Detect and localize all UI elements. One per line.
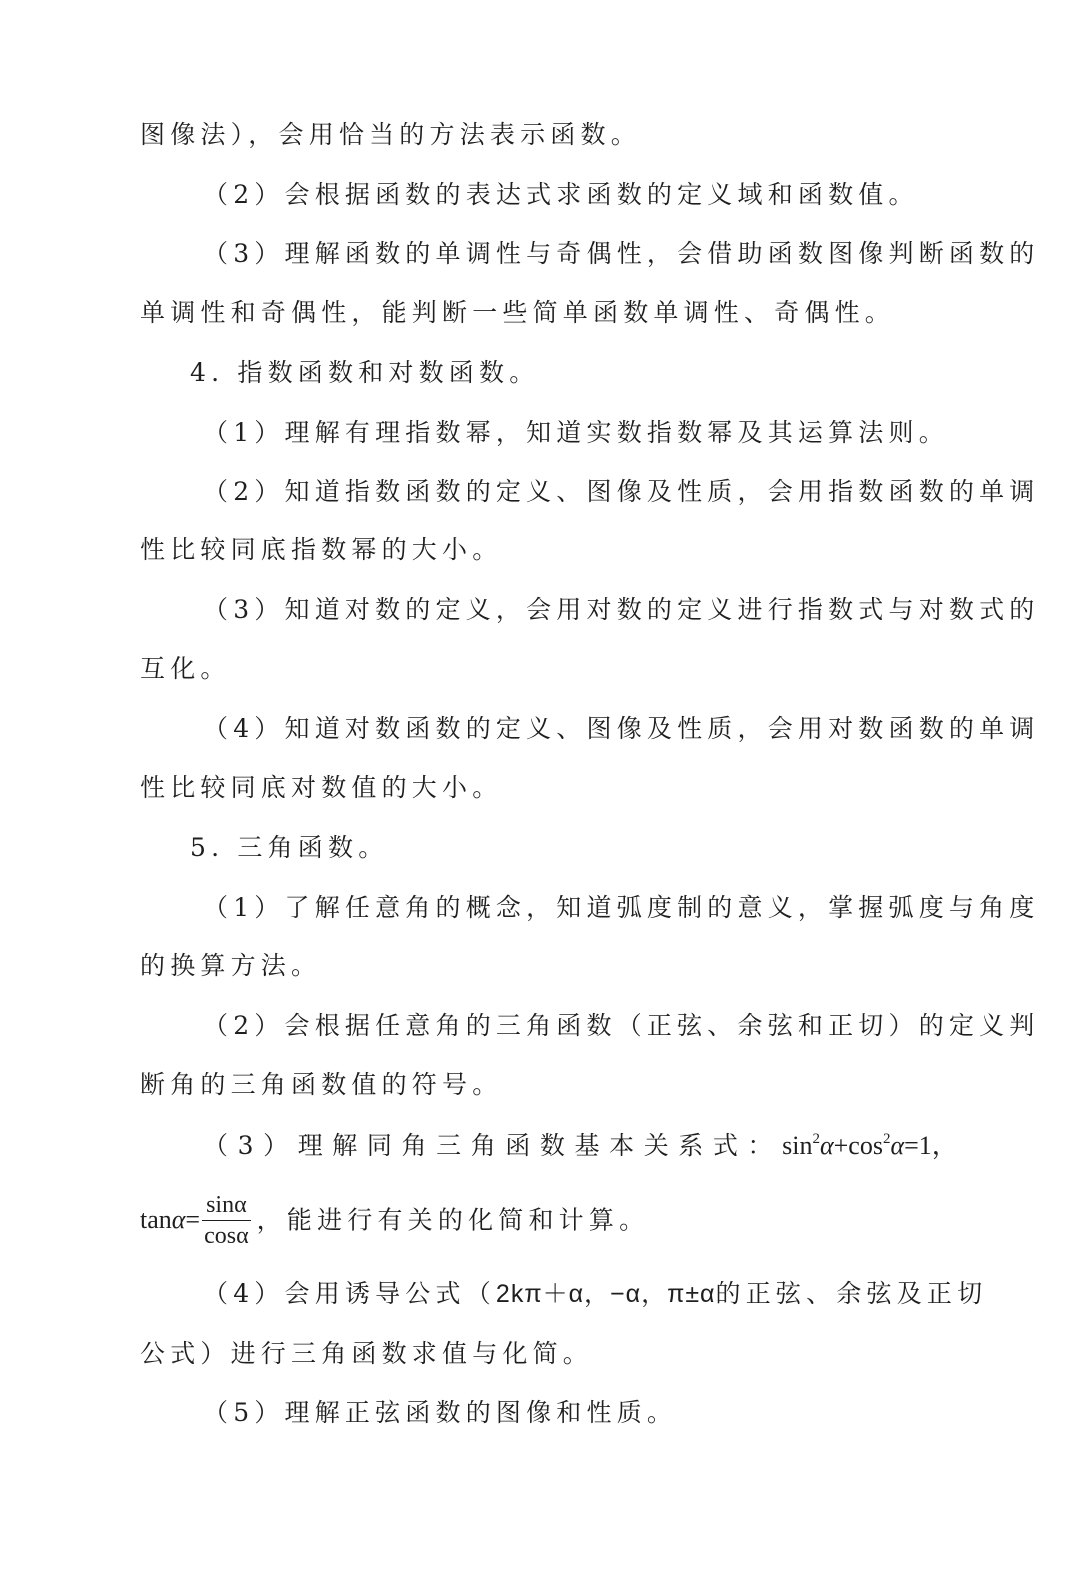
fraction-numerator: sinα [202, 1190, 251, 1221]
tangent-formula: tanα= $\frac{\sin\alpha}{\cos\alpha}$ [140, 1192, 249, 1249]
text-line: 单调性和奇偶性，能判断一些简单函数单调性、奇偶性。 [140, 298, 896, 327]
text-line: 断角的三角函数值的符号。 [140, 1070, 503, 1099]
text-line: 的换算方法。 [140, 951, 322, 980]
text-line: 互化。 [140, 654, 231, 683]
text-line: （2）会根据任意角的三角函数（正弦、余弦和正切）的定义判 [203, 1011, 1040, 1040]
text-line: （4）知道对数函数的定义、图像及性质，会用对数函数的单调 [203, 714, 1040, 743]
text-span: 的正弦、余弦及正切 [715, 1279, 988, 1308]
text-line: 性比较同底指数幂的大小。 [140, 535, 503, 564]
tangent-formula-line [140, 1192, 649, 1253]
identity-line [203, 1133, 958, 1159]
text-line: 图像法），会用恰当的方法表示函数。 [140, 120, 641, 149]
text-line: （1）理解有理指数幂，知道实数指数幂及其运算法则。 [203, 418, 949, 447]
section-heading: 5. 三角函数。 [190, 833, 389, 862]
text-span: （4）会用诱导公式（ [203, 1279, 496, 1308]
text-line: 公式）进行三角函数求值与化简。 [140, 1339, 594, 1368]
induction-formulas: 2kπ＋α，−α，π±α [495, 1280, 716, 1308]
text-line: （3）理解函数的单调性与奇偶性，会借助函数图像判断函数的 [203, 239, 1040, 268]
text-span: （3）理解同角三角函数基本关系式： [203, 1131, 783, 1160]
section-heading: 4. 指数函数和对数函数。 [190, 358, 540, 387]
text-line: （5）理解正弦函数的图像和性质。 [203, 1398, 678, 1427]
fraction-denominator: cosα [204, 1223, 249, 1249]
text-line: 性比较同底对数值的大小。 [140, 773, 503, 802]
text-line [203, 1281, 987, 1307]
text-span: ，能进行有关的化简和计算。 [256, 1205, 650, 1235]
text-line: （2）会根据函数的表达式求函数的定义域和函数值。 [203, 180, 919, 209]
fraction [202, 1190, 251, 1251]
text-line: （3）知道对数的定义，会用对数的定义进行指数式与对数式的 [203, 595, 1040, 624]
text-line: （2）知道指数函数的定义、图像及性质，会用指数函数的单调 [203, 477, 1040, 506]
text-line: （1）了解任意角的概念，知道弧度制的意义，掌握弧度与角度 [203, 893, 1040, 922]
pythagorean-identity: $\sin^2\alpha+\cos^2\alpha=1$， [782, 1131, 958, 1160]
